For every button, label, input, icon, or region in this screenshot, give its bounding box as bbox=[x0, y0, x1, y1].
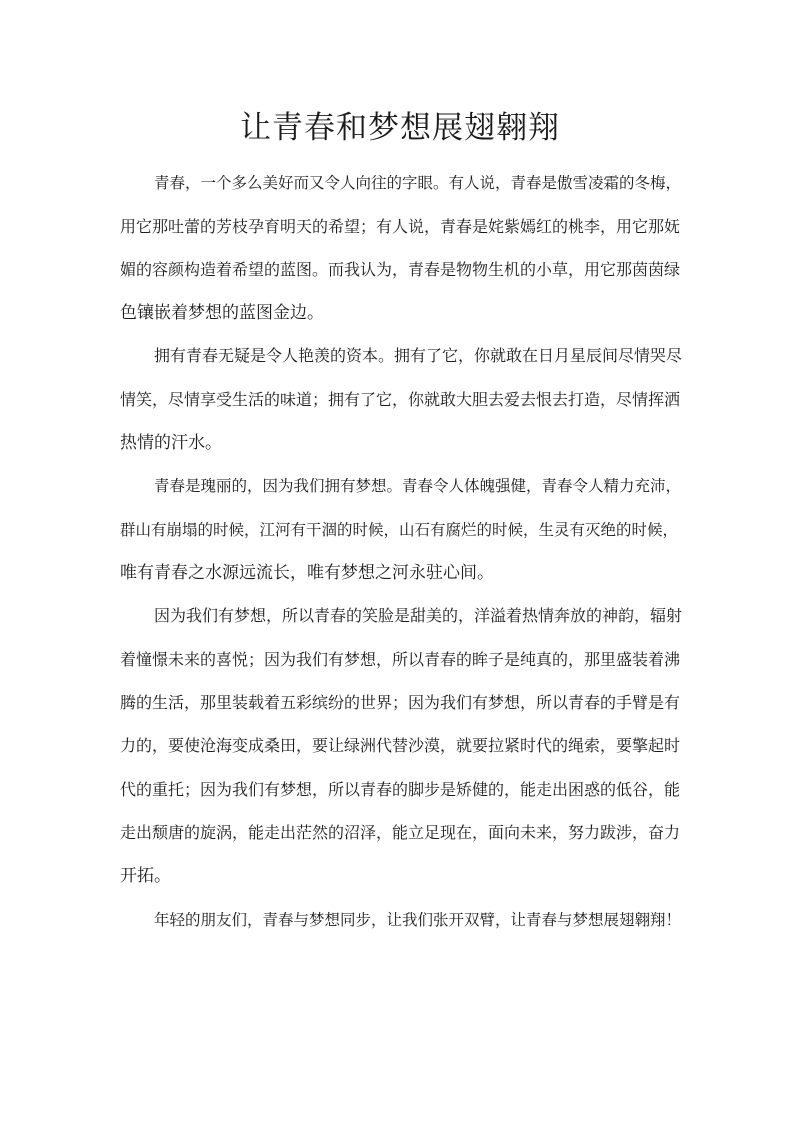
paragraph-line: 热情的汗水。 bbox=[120, 433, 222, 453]
paragraph-line: 色镶嵌着梦想的蓝图金边。 bbox=[120, 303, 324, 323]
paragraph-line: 情笑，尽情享受生活的味道；拥有了它，你就敢大胆去爱去恨去打造，尽情挥洒 bbox=[120, 390, 681, 409]
paragraph-line: 用它那吐蕾的芳枝孕育明天的希望；有人说，青春是姹紫嫣红的桃李，用它那妩 bbox=[120, 217, 681, 236]
paragraph-line: 年轻的朋友们，青春与梦想同步，让我们张开双臂，让青春与梦想展翅翱翔！ bbox=[154, 911, 682, 929]
paragraph-line: 代的重托；因为我们有梦想，所以青春的脚步是矫健的，能走出困惑的低谷，能 bbox=[120, 780, 681, 799]
paragraph-line: 群山有崩塌的时候，江河有干涸的时候，山石有腐烂的时候，生灵有灭绝的时候， bbox=[120, 521, 679, 539]
paragraph-line: 腾的生活，那里装载着五彩缤纷的世界；因为我们有梦想，所以青春的手臂是有 bbox=[120, 693, 681, 712]
paragraph-line: 唯有青春之水源远流长，唯有梦想之河永驻心间。 bbox=[120, 563, 494, 583]
paragraph-line: 开拓。 bbox=[120, 866, 171, 886]
paragraph-line: 因为我们有梦想，所以青春的笑脸是甜美的，洋溢着热情奔放的神韵，辐射 bbox=[154, 606, 683, 625]
paragraph-line: 青春，一个多么美好而又令人向往的字眼。有人说，青春是傲雪凌霜的冬梅， bbox=[154, 174, 682, 192]
paragraph-line: 着憧憬未来的喜悦；因为我们有梦想，所以青春的眸子是纯真的，那里盛装着沸 bbox=[120, 650, 681, 669]
paragraph-line: 力的，要使沧海变成桑田，要让绿洲代替沙漠，就要拉紧时代的绳索，要擎起时 bbox=[120, 736, 681, 755]
paragraph-line: 走出颓唐的旋涡，能走出茫然的沼泽，能立足现在，面向未来，努力跋涉，奋力 bbox=[120, 823, 681, 842]
document-title: 让青春和梦想展翅翱翔 bbox=[240, 110, 560, 146]
paragraph-line: 拥有青春无疑是令人艳羡的资本。拥有了它，你就敢在日月星辰间尽情哭尽 bbox=[154, 346, 683, 365]
paragraph-line: 青春是瑰丽的，因为我们拥有梦想。青春令人体魄强健，青春令人精力充沛， bbox=[154, 477, 682, 495]
paragraph-line: 媚的容颜构造着希望的蓝图。而我认为，青春是物物生机的小草，用它那茵茵绿 bbox=[120, 260, 681, 279]
